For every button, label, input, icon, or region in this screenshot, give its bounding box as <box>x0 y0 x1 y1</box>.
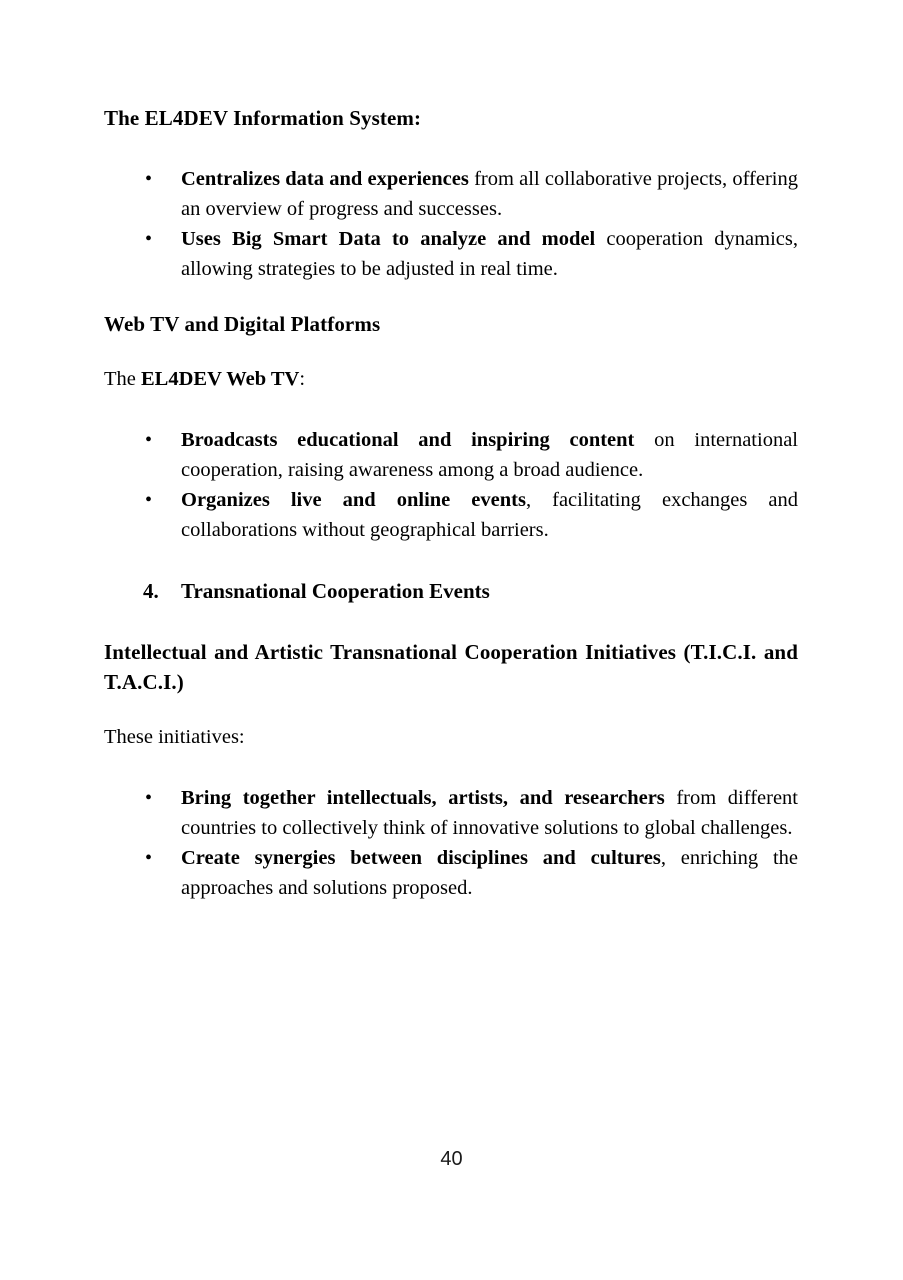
heading-tici-taci-initiatives: Intellectual and Artistic Transnational Cooperation Initiatives (T.I.C.I. and T.A.C.I.) <box>104 640 798 694</box>
page-content <box>104 103 798 903</box>
bullet-icon: • <box>145 429 153 451</box>
list-item-bring-together-bold: Bring together intellectuals, artists, and researchers <box>181 787 665 809</box>
list-item-broadcasts-bold: Broadcasts educational and inspiring content <box>181 429 635 451</box>
heading-el4dev-information-system <box>104 103 798 133</box>
bullet-icon: • <box>145 228 153 250</box>
list-number-marker: 4. <box>143 579 159 603</box>
paragraph-the-el4dev-web-tv-bold: EL4DEV Web TV <box>141 368 300 390</box>
spacer <box>104 394 798 425</box>
list-item-centralizes-rest: from all collaborative projects, offering an overview of progress and successes. <box>181 168 799 220</box>
paragraph-the-el4dev-web-tv-colon: : <box>299 368 306 390</box>
spacer <box>104 752 798 783</box>
paragraph-the-el4dev-web-tv-lead: The <box>104 368 141 390</box>
numbered-list-section <box>104 576 798 606</box>
page-number: 40 <box>440 1148 463 1170</box>
list-item-big-smart-data-rest: cooperation dynamics, allowing strategies to be adjusted in real time. <box>181 228 798 280</box>
bullet-list-initiatives <box>104 783 798 903</box>
list-item-create-synergies-rest: , enriching the approaches and solutions proposed. <box>181 847 798 899</box>
bullet-list-web-tv <box>104 425 798 545</box>
bullet-icon: • <box>145 847 153 869</box>
list-item-bring-together <box>104 783 798 843</box>
list-item-organizes-rest: , facilitating exchanges and collaborations without geographical barriers. <box>181 489 798 541</box>
list-item-transnational-cooperation-events <box>104 576 798 606</box>
heading-el4dev-information-system-colon: : <box>413 106 422 130</box>
spacer <box>104 697 798 722</box>
paragraph-these-initiatives: These initiatives: <box>104 726 245 748</box>
spacer <box>104 284 798 309</box>
heading-el4dev-information-system-bold: The EL4DEV Information System <box>104 106 414 130</box>
list-item-create-synergies <box>104 843 798 903</box>
spacer <box>104 339 798 364</box>
spacer <box>104 606 798 637</box>
list-item-create-synergies-bold: Create synergies between disciplines and cultures <box>181 847 661 869</box>
list-item-big-smart-data <box>104 224 798 284</box>
bullet-icon: • <box>145 489 153 511</box>
list-item-broadcasts-rest: on international cooperation, raising awareness among a broad audience. <box>181 429 798 481</box>
spacer <box>104 545 798 576</box>
list-item-organizes <box>104 485 798 545</box>
bullet-icon: • <box>145 787 153 809</box>
list-item-transnational-cooperation-events-label: Transnational Cooperation Events <box>181 579 490 603</box>
list-item-bring-together-rest: from different countries to collectively think of innovative solutions to global challenges. <box>181 787 798 839</box>
bullet-list-information-system <box>104 164 798 284</box>
heading-web-tv-and-digital-platforms: Web TV and Digital Platforms <box>104 312 381 336</box>
paragraph-the-el4dev-web-tv <box>104 364 798 394</box>
list-item-centralizes <box>104 164 798 224</box>
list-item-organizes-bold: Organizes live and online events <box>181 489 526 511</box>
list-item-big-smart-data-bold: Uses Big Smart Data to analyze and model <box>181 228 596 250</box>
list-item-centralizes-bold: Centralizes data and experiences <box>181 168 469 190</box>
spacer <box>104 133 798 164</box>
bullet-icon: • <box>145 168 153 190</box>
list-item-broadcasts <box>104 425 798 485</box>
